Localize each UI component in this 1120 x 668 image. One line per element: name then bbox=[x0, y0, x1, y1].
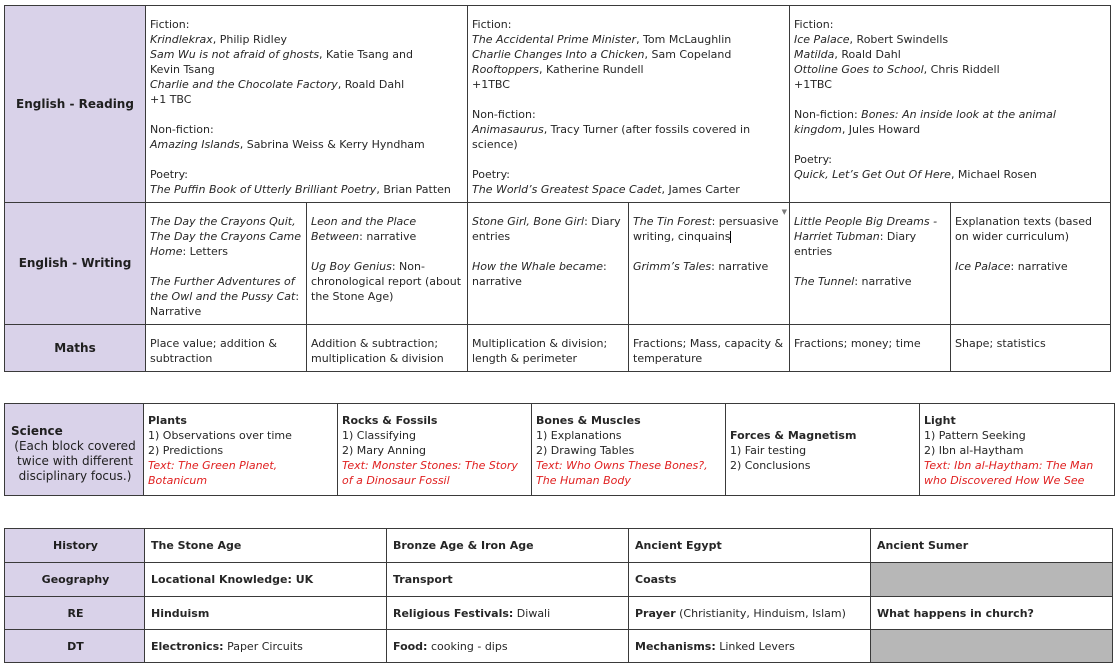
writing-cell[interactable]: Leon and the Place Between: narrative Ug Boy Genius: Non-chronological report (about the Stone Age) bbox=[307, 203, 468, 325]
maths-cell[interactable]: Place value; addition & subtraction bbox=[146, 325, 307, 372]
reading-book: The World’s Greatest Space Cadet, James Carter bbox=[472, 183, 740, 196]
writing-cell-selected[interactable]: ▼ The Tin Forest: persuasive writing, cinquains Grimm’s Tales: narrative bbox=[629, 203, 790, 325]
english-maths-table bbox=[4, 5, 1111, 372]
nonfiction-heading: Non-fiction: bbox=[150, 123, 214, 136]
geography-label: Geography bbox=[5, 563, 145, 597]
empty-grey-cell[interactable] bbox=[871, 563, 1113, 597]
dt-cell[interactable]: Food: cooking - dips bbox=[387, 630, 629, 663]
maths-cell[interactable]: Addition & subtraction; multiplication & division bbox=[307, 325, 468, 372]
reading-book: Sam Wu is not afraid of ghosts, Katie Tsang and Kevin Tsang bbox=[150, 48, 413, 76]
reading-book: Non-fiction: Bones: An inside look at the animal kingdom, Jules Howard bbox=[794, 108, 1056, 136]
reading-book: Charlie Changes Into a Chicken, Sam Copeland bbox=[472, 48, 732, 61]
cell-dropdown-icon[interactable]: ▼ bbox=[781, 208, 787, 216]
humanities-table bbox=[4, 528, 1113, 663]
maths-cell[interactable]: Fractions; money; time bbox=[790, 325, 951, 372]
maths-cell[interactable]: Fractions; Mass, capacity & temperature bbox=[629, 325, 790, 372]
writing-cell[interactable]: Stone Girl, Bone Girl: Diary entries How the Whale became: narrative bbox=[468, 203, 629, 325]
poetry-heading: Poetry: bbox=[150, 168, 188, 181]
reading-book: Ottoline Goes to School, Chris Riddell bbox=[794, 63, 1000, 76]
reading-term-1[interactable] bbox=[146, 6, 468, 203]
maths-cell[interactable]: Multiplication & division; length & perimeter bbox=[468, 325, 629, 372]
tbc-note: +1TBC bbox=[794, 78, 832, 91]
writing-label: English - Writing bbox=[5, 203, 146, 325]
reading-term-2[interactable] bbox=[468, 6, 790, 203]
nonfiction-heading: Non-fiction: bbox=[472, 108, 536, 121]
fiction-heading: Fiction: bbox=[794, 18, 834, 31]
history-row bbox=[5, 529, 1113, 563]
history-label: History bbox=[5, 529, 145, 563]
geography-cell[interactable]: Transport bbox=[387, 563, 629, 597]
science-block[interactable]: Plants 1) Observations over time 2) Predictions Text: The Green Planet, Botanicum bbox=[144, 404, 338, 496]
reading-book: Rooftoppers, Katherine Rundell bbox=[472, 63, 644, 76]
geography-cell[interactable]: Locational Knowledge: UK bbox=[145, 563, 387, 597]
reading-label: English - Reading bbox=[5, 6, 146, 203]
maths-row bbox=[5, 325, 1111, 372]
reading-book: Krindlekrax, Philip Ridley bbox=[150, 33, 287, 46]
dt-cell[interactable]: Mechanisms: Linked Levers bbox=[629, 630, 871, 663]
writing-row bbox=[5, 203, 1111, 325]
science-table bbox=[4, 403, 1115, 496]
re-cell[interactable]: What happens in church? bbox=[871, 597, 1113, 630]
reading-book: The Puffin Book of Utterly Brilliant Poetry, Brian Patten bbox=[150, 183, 451, 196]
history-cell[interactable]: Ancient Egypt bbox=[629, 529, 871, 563]
maths-cell[interactable]: Shape; statistics bbox=[951, 325, 1111, 372]
re-cell[interactable]: Religious Festivals: Diwali bbox=[387, 597, 629, 630]
reading-book: The Accidental Prime Minister, Tom McLaughlin bbox=[472, 33, 732, 46]
geography-cell[interactable]: Coasts bbox=[629, 563, 871, 597]
writing-cell[interactable]: Explanation texts (based on wider curriculum) Ice Palace: narrative bbox=[951, 203, 1111, 325]
dt-label: DT bbox=[5, 630, 145, 663]
fiction-heading: Fiction: bbox=[472, 18, 512, 31]
tbc-note: +1 TBC bbox=[150, 93, 192, 106]
maths-label: Maths bbox=[5, 325, 146, 372]
history-cell[interactable]: The Stone Age bbox=[145, 529, 387, 563]
science-block[interactable]: Forces & Magnetism 1) Fair testing 2) Conclusions bbox=[726, 404, 920, 496]
tbc-note: +1TBC bbox=[472, 78, 510, 91]
reading-book: Quick, Let’s Get Out Of Here, Michael Rosen bbox=[794, 168, 1037, 181]
poetry-heading: Poetry: bbox=[472, 168, 510, 181]
science-block[interactable]: Bones & Muscles 1) Explanations 2) Drawing Tables Text: Who Owns These Bones?, The Human Body bbox=[532, 404, 726, 496]
reading-book: Ice Palace, Robert Swindells bbox=[794, 33, 949, 46]
history-cell[interactable]: Bronze Age & Iron Age bbox=[387, 529, 629, 563]
reading-term-3[interactable] bbox=[790, 6, 1111, 203]
fiction-heading: Fiction: bbox=[150, 18, 190, 31]
re-label: RE bbox=[5, 597, 145, 630]
science-block[interactable]: Light 1) Pattern Seeking 2) Ibn al-Haytham Text: Ibn al-Haytham: The Man who Discovered How We See bbox=[920, 404, 1115, 496]
empty-grey-cell[interactable] bbox=[871, 630, 1113, 663]
re-row bbox=[5, 597, 1113, 630]
science-block[interactable]: Rocks & Fossils 1) Classifying 2) Mary Anning Text: Monster Stones: The Story of a Dinosaur Fossil bbox=[338, 404, 532, 496]
geography-row bbox=[5, 563, 1113, 597]
science-label: Science (Each block covered twice with different disciplinary focus.) bbox=[5, 404, 144, 496]
history-cell[interactable]: Ancient Sumer bbox=[871, 529, 1113, 563]
dt-cell[interactable]: Electronics: Paper Circuits bbox=[145, 630, 387, 663]
nonfiction-heading: Non-fiction: bbox=[794, 108, 862, 121]
writing-cell[interactable]: Little People Big Dreams - Harriet Tubman: Diary entries The Tunnel: narrative bbox=[790, 203, 951, 325]
dt-row bbox=[5, 630, 1113, 663]
re-cell[interactable]: Prayer (Christianity, Hinduism, Islam) bbox=[629, 597, 871, 630]
writing-cell[interactable]: The Day the Crayons Quit, The Day the Crayons Came Home: Letters The Further Adventures of the Owl and the Pussy Cat: Narrative bbox=[146, 203, 307, 325]
text-cursor bbox=[730, 231, 731, 243]
reading-book: Animasaurus, Tracy Turner (after fossils covered in science) bbox=[472, 123, 751, 151]
science-note: (Each block covered twice with different disciplinary focus.) bbox=[14, 439, 136, 483]
reading-book: Charlie and the Chocolate Factory, Roald Dahl bbox=[150, 78, 405, 91]
reading-row bbox=[5, 6, 1111, 203]
reading-book: Amazing Islands, Sabrina Weiss & Kerry Hyndham bbox=[150, 138, 425, 151]
poetry-heading: Poetry: bbox=[794, 153, 832, 166]
science-row bbox=[5, 404, 1115, 496]
reading-book: Matilda, Roald Dahl bbox=[794, 48, 901, 61]
re-cell[interactable]: Hinduism bbox=[145, 597, 387, 630]
